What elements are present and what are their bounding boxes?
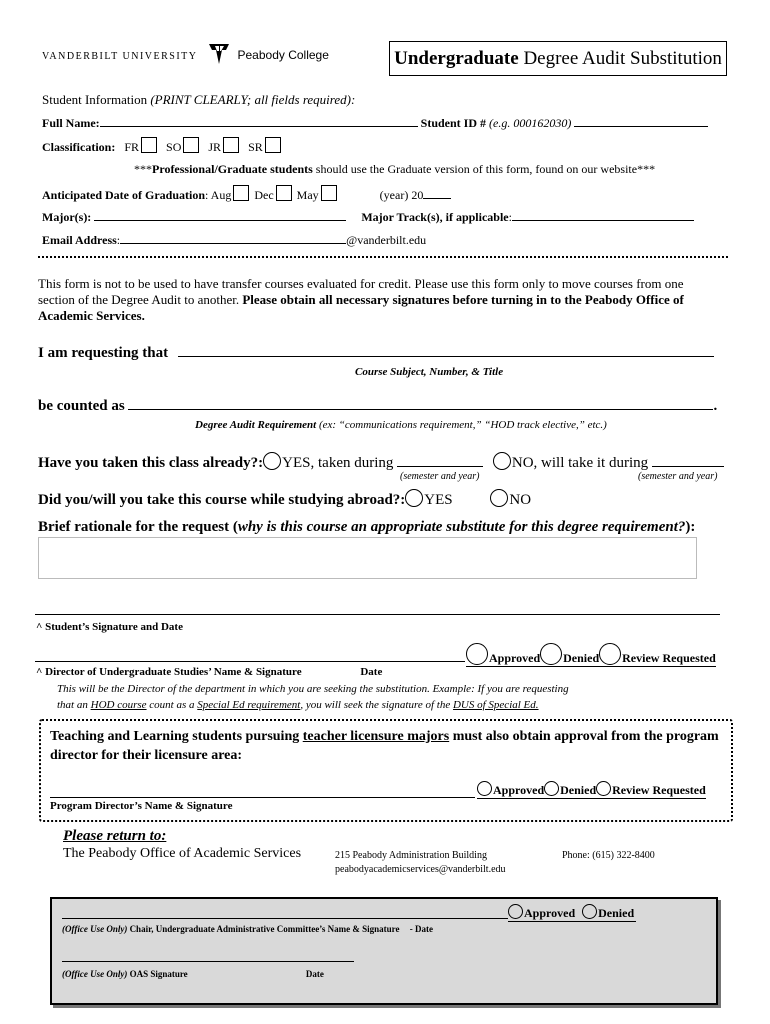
dus-review-label: Review Requested	[622, 651, 716, 665]
dotted-divider	[38, 256, 728, 258]
intro-line-1: This form is not to be used to have transfer courses evaluated for credit. Please use this form only to move courses from one	[38, 276, 684, 291]
counted-as-label: be counted as	[38, 398, 125, 414]
university-name: VANDERBILT UNIVERSITY	[42, 51, 198, 62]
chair-date-label: - Date	[409, 924, 433, 934]
licensure-text	[50, 727, 719, 765]
program-director-line[interactable]	[50, 797, 475, 798]
dus-label-row	[36, 666, 382, 678]
student-signature-line[interactable]	[35, 614, 720, 615]
return-address: 215 Peabody Administration Building	[335, 850, 487, 861]
rationale-label	[38, 519, 695, 536]
taken-row	[38, 452, 724, 472]
requirement-caption-bold: Degree Audit Requirement	[195, 419, 317, 431]
rationale-label-text: Brief rationale for the request (	[38, 519, 238, 535]
grad-notice-bold: Professional/Graduate students	[152, 162, 313, 176]
taken-yes-label: YES, taken during	[282, 455, 394, 471]
program-director-options	[477, 781, 706, 799]
student-id-field[interactable]	[574, 125, 708, 127]
form-title: Degree Audit Substitution	[518, 48, 722, 69]
class-sr-label: SR	[248, 140, 263, 154]
chair-signature-line[interactable]	[62, 918, 508, 919]
future-semester-field[interactable]	[652, 465, 724, 467]
semester-caption-1: (semester and year)	[400, 471, 480, 482]
dus-approved-label: Approved	[489, 651, 541, 665]
pd-review-label: Review Requested	[612, 783, 706, 797]
month-aug-label: Aug	[210, 188, 232, 202]
dus-note-dus: DUS of Special Ed.	[452, 699, 539, 711]
oas-date-label: Date	[305, 969, 324, 979]
licensure-line-2: director for their licensure area:	[50, 748, 243, 763]
dus-note-b: count as a	[146, 699, 198, 711]
oas-label-row	[62, 969, 324, 979]
abroad-no-radio[interactable]	[490, 489, 508, 507]
abroad-no-label: NO	[509, 492, 532, 508]
office-denied-label: Denied	[598, 906, 635, 920]
class-so	[166, 140, 201, 154]
dus-note-c: , you will seek the signature of the	[300, 699, 453, 711]
track-field[interactable]	[512, 219, 694, 221]
taken-semester-field[interactable]	[397, 465, 483, 467]
course-caption: Course Subject, Number, & Title	[355, 366, 504, 378]
dus-note-line-1: This will be the Director of the department in which you are seeking the substitution. Example: If you are requesting	[57, 683, 569, 695]
class-sr-checkbox[interactable]	[265, 137, 281, 153]
track-label: Major Track(s), if applicable	[361, 210, 509, 224]
intro-line-2-plain: section of the Degree Audit to another.	[38, 292, 243, 307]
licensure-text-a: Teaching and Learning students pursuing	[50, 729, 303, 744]
program-director-label: Program Director’s Name & Signature	[50, 800, 233, 812]
form-title-bold: Undergraduate	[394, 48, 519, 69]
email-domain: @vanderbilt.edu	[346, 233, 427, 247]
class-fr-checkbox[interactable]	[141, 137, 157, 153]
email-field[interactable]	[120, 242, 346, 244]
return-office: The Peabody Office of Academic Services	[63, 846, 302, 861]
major-row	[42, 210, 694, 225]
dus-review-radio[interactable]	[599, 643, 621, 665]
abroad-question: Did you/will you take this course while studying abroad?:	[38, 492, 406, 508]
requesting-label: I am requesting that	[38, 345, 169, 361]
semester-caption-2: (semester and year)	[638, 471, 718, 482]
major-field[interactable]	[94, 219, 346, 221]
taken-question: Have you taken this class already?:	[38, 455, 264, 471]
class-jr	[208, 140, 241, 154]
intro-line-2	[38, 292, 684, 308]
year-field[interactable]	[423, 197, 451, 199]
chair-label: Chair, Undergraduate Administrative Committee’s Name & Signature	[127, 924, 400, 934]
taken-no-label: NO, will take it during	[511, 455, 649, 471]
rationale-label-close: ):	[685, 519, 696, 535]
licensure-line-1	[50, 727, 719, 746]
graduation-date-row	[42, 185, 451, 203]
grad-notice-stars: ***	[134, 162, 152, 176]
dus-decision-options	[466, 643, 716, 667]
full-name-field[interactable]	[100, 125, 418, 127]
requirement-field[interactable]	[128, 408, 713, 410]
intro-line-3: Academic Services.	[38, 308, 145, 323]
full-name-label: Full Name:	[42, 116, 100, 130]
office-denied-radio[interactable]	[582, 904, 597, 919]
return-email: peabodyacademicservices@vanderbilt.edu	[335, 864, 506, 875]
class-fr-label: FR	[124, 140, 140, 154]
abroad-row	[38, 489, 531, 509]
vanderbilt-logo	[42, 42, 329, 66]
oas-signature-line[interactable]	[62, 961, 354, 962]
licensure-text-b: must also obtain approval from the program	[449, 729, 719, 744]
grad-date-colon: :	[205, 188, 211, 202]
pd-denied-label: Denied	[560, 783, 597, 797]
classification-label: Classification:	[42, 140, 116, 154]
dus-note-a: that an	[57, 699, 91, 711]
dus-denied-radio[interactable]	[540, 643, 562, 665]
year-label: (year) 20	[379, 188, 424, 202]
college-name: Peabody College	[237, 48, 329, 62]
return-heading: Please return to:	[63, 828, 167, 844]
return-phone: Phone: (615) 322-8400	[562, 850, 655, 861]
requesting-row	[38, 345, 714, 362]
abroad-yes-radio[interactable]	[405, 489, 423, 507]
student-info-label: Student Information	[42, 92, 151, 107]
dus-date-label: Date	[360, 666, 383, 678]
office-approved-radio[interactable]	[508, 904, 523, 919]
taken-no-radio[interactable]	[493, 452, 511, 470]
month-may-label: May	[296, 188, 319, 202]
oak-leaf-logo-icon	[208, 42, 230, 66]
requirement-caption-example: (ex: “communications requirement,” “HOD track elective,” etc.)	[316, 419, 607, 431]
track-colon: :	[508, 210, 512, 224]
month-dec-checkbox[interactable]	[276, 185, 292, 201]
course-field[interactable]	[178, 355, 714, 357]
month-aug-checkbox[interactable]	[233, 185, 249, 201]
taken-yes-radio[interactable]	[263, 452, 281, 470]
grad-date-label: Anticipated Date of Graduation	[42, 188, 205, 202]
major-label: Major(s):	[42, 210, 92, 224]
student-info-heading	[42, 92, 355, 108]
class-sr	[248, 140, 283, 154]
class-fr	[124, 140, 159, 154]
dus-label: ^ Director of Undergraduate Studies’ Name & Signature	[36, 666, 302, 678]
student-id-label: Student ID #	[420, 116, 487, 130]
rationale-label-italic: why is this course an appropriate substitute for this degree requirement?	[237, 519, 686, 535]
licensure-text-underlined: teacher licensure majors	[302, 729, 450, 744]
chair-prefix: (Office Use Only)	[62, 924, 128, 934]
full-name-row	[42, 116, 708, 131]
student-id-example: (e.g. 000162030)	[489, 116, 572, 130]
student-signature-label: ^ Student’s Signature and Date	[36, 621, 183, 633]
class-so-label: SO	[166, 140, 182, 154]
email-colon: :	[116, 233, 121, 247]
classification-row	[42, 137, 283, 155]
email-row	[42, 233, 426, 248]
counted-as-row: be counted as .	[38, 398, 718, 414]
rationale-textarea[interactable]	[38, 537, 697, 579]
pd-approved-radio[interactable]	[477, 781, 492, 796]
class-so-checkbox[interactable]	[183, 137, 199, 153]
dus-denied-label: Denied	[563, 651, 600, 665]
graduate-notice	[134, 162, 655, 177]
pd-review-radio[interactable]	[596, 781, 611, 796]
office-approved-label: Approved	[524, 906, 576, 920]
dus-note	[57, 681, 569, 713]
dus-note-special-ed: Special Ed requirement	[197, 699, 301, 711]
email-label: Email Address	[42, 233, 117, 247]
class-jr-label: JR	[208, 140, 222, 154]
dus-note-hod: HOD course	[90, 699, 147, 711]
month-may-checkbox[interactable]	[321, 185, 337, 201]
oas-prefix: (Office Use Only)	[62, 969, 128, 979]
month-dec-label: Dec	[254, 188, 274, 202]
oas-label: OAS Signature	[127, 969, 188, 979]
dus-signature-line[interactable]	[35, 661, 465, 662]
dus-approved-radio[interactable]	[466, 643, 488, 665]
office-decision-options	[508, 904, 636, 922]
pd-approved-label: Approved	[493, 783, 545, 797]
requirement-caption	[195, 419, 607, 431]
dus-note-line-2	[57, 697, 569, 713]
form-title-box	[389, 41, 727, 76]
grad-notice-text: should use the Graduate version of this form, found on our website***	[312, 162, 656, 176]
class-jr-checkbox[interactable]	[223, 137, 239, 153]
chair-label-row	[62, 924, 433, 934]
intro-paragraph	[38, 276, 684, 324]
pd-denied-radio[interactable]	[544, 781, 559, 796]
intro-line-2-bold: Please obtain all necessary signatures before turning in to the Peabody Office of	[242, 292, 684, 307]
student-info-note: (PRINT CLEARLY; all fields required):	[150, 92, 356, 107]
abroad-yes-label: YES	[424, 492, 453, 508]
